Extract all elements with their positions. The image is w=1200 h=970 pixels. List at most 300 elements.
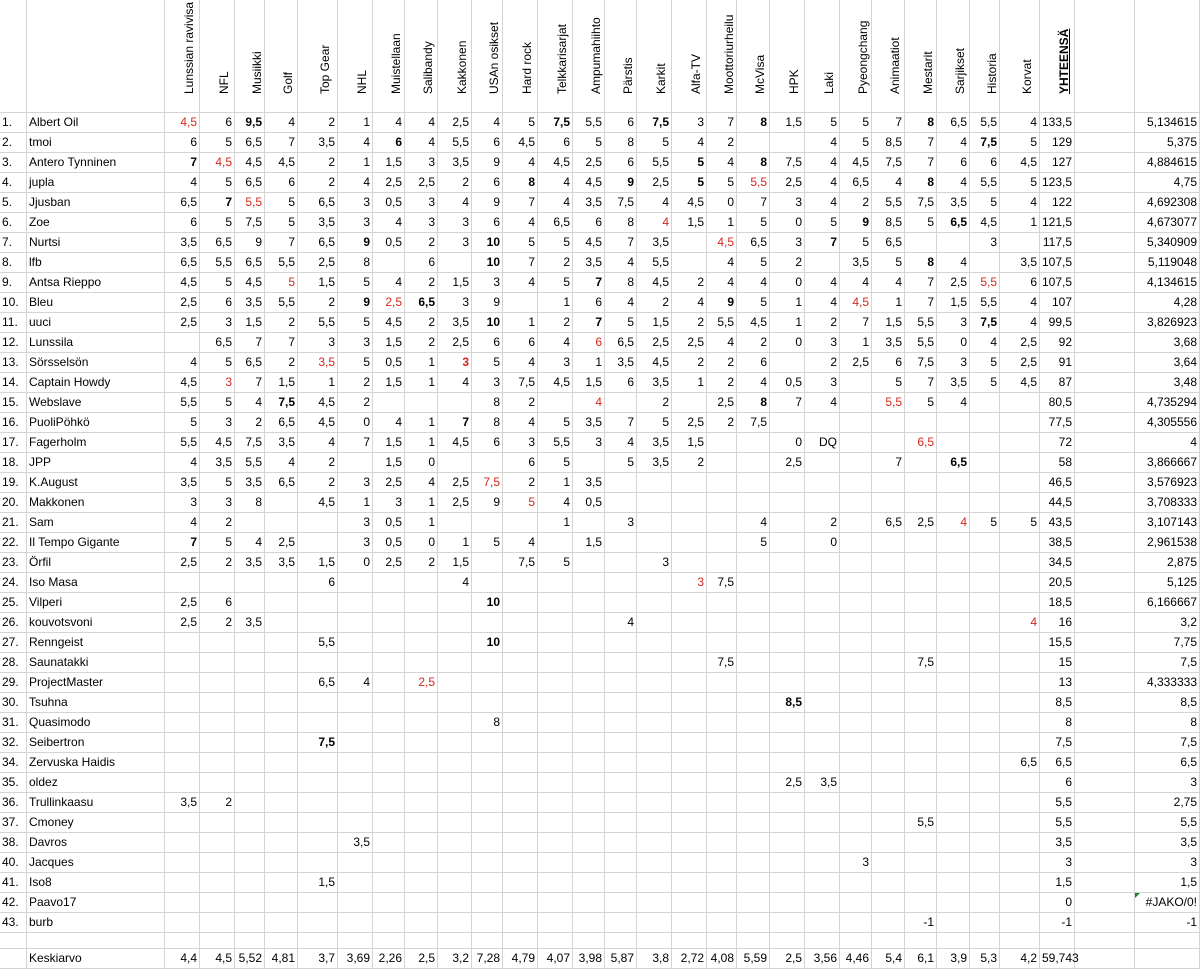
score-cell[interactable]: 1,5 bbox=[235, 313, 265, 333]
rank-cell[interactable]: 43. bbox=[0, 913, 27, 933]
score-cell[interactable] bbox=[472, 693, 503, 713]
score-cell[interactable]: 1 bbox=[405, 413, 438, 433]
score-cell[interactable]: 0,5 bbox=[573, 493, 605, 513]
score-cell[interactable] bbox=[605, 593, 637, 613]
column-header[interactable] bbox=[265, 0, 298, 113]
score-cell[interactable]: 4 bbox=[937, 133, 970, 153]
score-cell[interactable]: 2,5 bbox=[1000, 333, 1040, 353]
score-cell[interactable]: -1 bbox=[905, 913, 937, 933]
score-cell[interactable] bbox=[405, 633, 438, 653]
score-cell[interactable]: 4 bbox=[937, 253, 970, 273]
score-cell[interactable] bbox=[573, 553, 605, 573]
score-cell[interactable]: 1 bbox=[405, 373, 438, 393]
score-cell[interactable]: 4 bbox=[637, 213, 672, 233]
score-cell[interactable]: 2,5 bbox=[1000, 353, 1040, 373]
rank-cell[interactable]: 38. bbox=[0, 833, 27, 853]
score-cell[interactable]: 5,5 bbox=[265, 253, 298, 273]
score-cell[interactable] bbox=[503, 793, 538, 813]
score-cell[interactable] bbox=[573, 693, 605, 713]
score-cell[interactable]: 8 bbox=[235, 493, 265, 513]
blank-cell[interactable] bbox=[1075, 273, 1135, 293]
score-cell[interactable] bbox=[707, 593, 737, 613]
empty-cell[interactable] bbox=[872, 933, 905, 949]
score-cell[interactable] bbox=[605, 653, 637, 673]
score-cell[interactable]: 6,5 bbox=[235, 253, 265, 273]
score-cell[interactable] bbox=[338, 753, 373, 773]
score-cell[interactable] bbox=[805, 713, 840, 733]
blank-cell[interactable] bbox=[1135, 949, 1200, 969]
score-cell[interactable] bbox=[438, 833, 472, 853]
score-cell[interactable]: 8 bbox=[737, 393, 770, 413]
player-name-cell[interactable]: Davros bbox=[27, 833, 165, 853]
score-cell[interactable]: 1 bbox=[770, 293, 805, 313]
score-cell[interactable] bbox=[840, 453, 872, 473]
score-cell[interactable]: 5 bbox=[200, 533, 235, 553]
average-cell[interactable]: 5,134615 bbox=[1135, 113, 1200, 133]
blank-cell[interactable] bbox=[1075, 373, 1135, 393]
score-cell[interactable] bbox=[1000, 813, 1040, 833]
score-cell[interactable]: 4 bbox=[538, 173, 573, 193]
score-cell[interactable]: 2,5 bbox=[405, 673, 438, 693]
total-cell[interactable]: 127 bbox=[1040, 153, 1075, 173]
score-cell[interactable] bbox=[737, 733, 770, 753]
score-cell[interactable] bbox=[1000, 493, 1040, 513]
blank-cell[interactable] bbox=[1075, 173, 1135, 193]
score-cell[interactable] bbox=[338, 893, 373, 913]
score-cell[interactable] bbox=[1000, 413, 1040, 433]
score-cell[interactable]: 3 bbox=[200, 313, 235, 333]
score-cell[interactable] bbox=[805, 453, 840, 473]
score-cell[interactable]: 2 bbox=[538, 253, 573, 273]
score-cell[interactable] bbox=[637, 573, 672, 593]
average-cell[interactable]: 3,64 bbox=[1135, 353, 1200, 373]
score-cell[interactable]: 4 bbox=[805, 173, 840, 193]
score-cell[interactable] bbox=[235, 753, 265, 773]
score-cell[interactable]: 8 bbox=[737, 153, 770, 173]
total-cell[interactable]: 1,5 bbox=[1040, 873, 1075, 893]
score-cell[interactable] bbox=[438, 893, 472, 913]
score-cell[interactable]: 4 bbox=[503, 273, 538, 293]
score-cell[interactable] bbox=[265, 513, 298, 533]
score-cell[interactable]: 1 bbox=[538, 473, 573, 493]
player-name-cell[interactable]: tmoi bbox=[27, 133, 165, 153]
empty-cell[interactable] bbox=[737, 933, 770, 949]
score-cell[interactable]: 4,5 bbox=[298, 493, 338, 513]
score-cell[interactable] bbox=[373, 833, 405, 853]
score-cell[interactable]: 5,5 bbox=[637, 153, 672, 173]
score-cell[interactable] bbox=[970, 673, 1000, 693]
blank-cell[interactable] bbox=[1075, 633, 1135, 653]
blank-cell[interactable] bbox=[1075, 693, 1135, 713]
score-cell[interactable]: 7 bbox=[872, 453, 905, 473]
score-cell[interactable]: 7,5 bbox=[637, 113, 672, 133]
score-cell[interactable] bbox=[1000, 593, 1040, 613]
score-cell[interactable]: 6 bbox=[298, 573, 338, 593]
score-cell[interactable]: 6,5 bbox=[937, 213, 970, 233]
score-cell[interactable]: 6 bbox=[573, 293, 605, 313]
score-cell[interactable]: 5 bbox=[805, 213, 840, 233]
score-cell[interactable]: 3,5 bbox=[235, 553, 265, 573]
score-cell[interactable]: 5 bbox=[970, 353, 1000, 373]
score-cell[interactable]: 2 bbox=[298, 293, 338, 313]
column-header[interactable] bbox=[503, 0, 538, 113]
score-cell[interactable]: 4 bbox=[538, 193, 573, 213]
score-cell[interactable]: 6 bbox=[605, 373, 637, 393]
score-cell[interactable] bbox=[373, 733, 405, 753]
score-cell[interactable]: 0 bbox=[770, 273, 805, 293]
score-cell[interactable]: 5 bbox=[538, 413, 573, 433]
empty-cell[interactable] bbox=[573, 933, 605, 949]
score-cell[interactable] bbox=[298, 533, 338, 553]
score-cell[interactable]: 2 bbox=[405, 333, 438, 353]
score-cell[interactable]: 5 bbox=[637, 133, 672, 153]
score-cell[interactable]: 2,5 bbox=[165, 313, 200, 333]
score-cell[interactable]: 3 bbox=[472, 273, 503, 293]
score-cell[interactable]: 4 bbox=[265, 453, 298, 473]
score-cell[interactable] bbox=[905, 573, 937, 593]
score-cell[interactable] bbox=[872, 413, 905, 433]
score-cell[interactable]: 4 bbox=[805, 193, 840, 213]
score-cell[interactable]: 5,5 bbox=[200, 253, 235, 273]
score-cell[interactable]: 4 bbox=[637, 193, 672, 213]
score-cell[interactable] bbox=[265, 733, 298, 753]
total-cell[interactable]: 91 bbox=[1040, 353, 1075, 373]
column-header[interactable] bbox=[1000, 0, 1040, 113]
score-cell[interactable] bbox=[165, 333, 200, 353]
average-value-cell[interactable]: 6,1 bbox=[905, 949, 937, 969]
score-cell[interactable]: 4 bbox=[503, 413, 538, 433]
score-cell[interactable] bbox=[840, 733, 872, 753]
score-cell[interactable] bbox=[737, 713, 770, 733]
score-cell[interactable]: 6,5 bbox=[905, 433, 937, 453]
total-cell[interactable]: 13 bbox=[1040, 673, 1075, 693]
score-cell[interactable]: 2,5 bbox=[438, 473, 472, 493]
blank-cell[interactable] bbox=[1075, 913, 1135, 933]
score-cell[interactable]: 7 bbox=[707, 113, 737, 133]
score-cell[interactable]: 2 bbox=[805, 353, 840, 373]
score-cell[interactable] bbox=[770, 533, 805, 553]
score-cell[interactable]: 2,5 bbox=[298, 253, 338, 273]
score-cell[interactable] bbox=[707, 893, 737, 913]
score-cell[interactable] bbox=[637, 753, 672, 773]
score-cell[interactable]: 5 bbox=[970, 193, 1000, 213]
score-cell[interactable] bbox=[707, 613, 737, 633]
score-cell[interactable] bbox=[1000, 393, 1040, 413]
score-cell[interactable]: 6 bbox=[472, 333, 503, 353]
score-cell[interactable]: 5,5 bbox=[970, 273, 1000, 293]
score-cell[interactable] bbox=[840, 793, 872, 813]
score-cell[interactable] bbox=[805, 753, 840, 773]
score-cell[interactable] bbox=[737, 693, 770, 713]
rank-cell[interactable]: 3. bbox=[0, 153, 27, 173]
score-cell[interactable]: 5 bbox=[200, 393, 235, 413]
rank-cell[interactable]: 22. bbox=[0, 533, 27, 553]
score-cell[interactable]: 3,5 bbox=[200, 453, 235, 473]
score-cell[interactable]: 6 bbox=[373, 133, 405, 153]
empty-cell[interactable] bbox=[905, 933, 937, 949]
average-cell[interactable]: 4,884615 bbox=[1135, 153, 1200, 173]
score-cell[interactable] bbox=[770, 713, 805, 733]
score-cell[interactable] bbox=[503, 873, 538, 893]
score-cell[interactable] bbox=[605, 553, 637, 573]
score-cell[interactable] bbox=[737, 433, 770, 453]
score-cell[interactable] bbox=[503, 653, 538, 673]
score-cell[interactable] bbox=[872, 633, 905, 653]
score-cell[interactable] bbox=[905, 473, 937, 493]
player-name-cell[interactable]: Renngeist bbox=[27, 633, 165, 653]
score-cell[interactable] bbox=[605, 813, 637, 833]
score-cell[interactable]: 2,5 bbox=[165, 613, 200, 633]
blank-cell[interactable] bbox=[1075, 153, 1135, 173]
player-name-cell[interactable]: Paavo17 bbox=[27, 893, 165, 913]
score-cell[interactable] bbox=[405, 693, 438, 713]
score-cell[interactable]: 2 bbox=[672, 273, 707, 293]
score-cell[interactable]: 4 bbox=[373, 413, 405, 433]
total-cell[interactable]: -1 bbox=[1040, 913, 1075, 933]
score-cell[interactable] bbox=[937, 633, 970, 653]
player-name-cell[interactable]: Lunssila bbox=[27, 333, 165, 353]
player-name-cell[interactable]: Albert Oil bbox=[27, 113, 165, 133]
score-cell[interactable] bbox=[165, 813, 200, 833]
score-cell[interactable]: 4 bbox=[373, 213, 405, 233]
score-cell[interactable] bbox=[373, 673, 405, 693]
player-name-cell[interactable]: Quasimodo bbox=[27, 713, 165, 733]
blank-cell[interactable] bbox=[1075, 813, 1135, 833]
score-cell[interactable] bbox=[970, 853, 1000, 873]
score-cell[interactable]: 2,5 bbox=[770, 453, 805, 473]
score-cell[interactable]: 2,5 bbox=[165, 553, 200, 573]
score-cell[interactable] bbox=[872, 753, 905, 773]
score-cell[interactable] bbox=[573, 593, 605, 613]
score-cell[interactable] bbox=[937, 733, 970, 753]
score-cell[interactable]: 7,5 bbox=[905, 353, 937, 373]
score-cell[interactable]: 3 bbox=[338, 473, 373, 493]
score-cell[interactable] bbox=[672, 853, 707, 873]
average-cell[interactable]: 3,708333 bbox=[1135, 493, 1200, 513]
score-cell[interactable] bbox=[770, 473, 805, 493]
score-cell[interactable]: 5 bbox=[605, 313, 637, 333]
score-cell[interactable]: 2,5 bbox=[438, 113, 472, 133]
score-cell[interactable]: 6 bbox=[538, 133, 573, 153]
score-cell[interactable] bbox=[805, 413, 840, 433]
rank-cell[interactable]: 2. bbox=[0, 133, 27, 153]
score-cell[interactable]: 6 bbox=[472, 173, 503, 193]
score-cell[interactable]: 3 bbox=[637, 553, 672, 573]
score-cell[interactable] bbox=[737, 913, 770, 933]
score-cell[interactable] bbox=[905, 853, 937, 873]
average-value-cell[interactable]: 5,52 bbox=[235, 949, 265, 969]
score-cell[interactable] bbox=[573, 833, 605, 853]
score-cell[interactable] bbox=[737, 453, 770, 473]
score-cell[interactable] bbox=[538, 673, 573, 693]
rank-cell[interactable]: 21. bbox=[0, 513, 27, 533]
score-cell[interactable] bbox=[937, 713, 970, 733]
score-cell[interactable] bbox=[200, 753, 235, 773]
score-cell[interactable]: 6 bbox=[200, 593, 235, 613]
score-cell[interactable] bbox=[637, 653, 672, 673]
score-cell[interactable]: 3,5 bbox=[573, 193, 605, 213]
score-cell[interactable]: 4 bbox=[707, 153, 737, 173]
score-cell[interactable] bbox=[770, 633, 805, 653]
score-cell[interactable]: 7,5 bbox=[905, 193, 937, 213]
score-cell[interactable] bbox=[538, 733, 573, 753]
score-cell[interactable]: 6,5 bbox=[235, 133, 265, 153]
score-cell[interactable] bbox=[737, 493, 770, 513]
score-cell[interactable] bbox=[737, 753, 770, 773]
score-cell[interactable] bbox=[1000, 233, 1040, 253]
score-cell[interactable] bbox=[265, 873, 298, 893]
score-cell[interactable]: 5 bbox=[200, 173, 235, 193]
score-cell[interactable]: 1,5 bbox=[373, 453, 405, 473]
empty-cell[interactable] bbox=[970, 933, 1000, 949]
score-cell[interactable] bbox=[338, 873, 373, 893]
score-cell[interactable]: 4,5 bbox=[165, 373, 200, 393]
score-cell[interactable]: 4,5 bbox=[573, 173, 605, 193]
score-cell[interactable]: 5 bbox=[672, 153, 707, 173]
player-name-cell[interactable]: Il Tempo Gigante bbox=[27, 533, 165, 553]
score-cell[interactable] bbox=[200, 673, 235, 693]
score-cell[interactable]: 7,5 bbox=[970, 313, 1000, 333]
blank-cell[interactable] bbox=[1075, 133, 1135, 153]
score-cell[interactable]: 8,5 bbox=[770, 693, 805, 713]
score-cell[interactable]: 3 bbox=[503, 433, 538, 453]
score-cell[interactable] bbox=[770, 753, 805, 773]
average-cell[interactable]: 6,166667 bbox=[1135, 593, 1200, 613]
score-cell[interactable]: 6 bbox=[165, 133, 200, 153]
total-cell[interactable]: 6 bbox=[1040, 773, 1075, 793]
score-cell[interactable]: 2 bbox=[707, 413, 737, 433]
score-cell[interactable]: 10 bbox=[472, 253, 503, 273]
average-cell[interactable]: 5,119048 bbox=[1135, 253, 1200, 273]
score-cell[interactable] bbox=[805, 633, 840, 653]
score-cell[interactable]: 1,5 bbox=[770, 113, 805, 133]
score-cell[interactable] bbox=[937, 753, 970, 773]
score-cell[interactable] bbox=[970, 613, 1000, 633]
score-cell[interactable]: 4 bbox=[165, 173, 200, 193]
score-cell[interactable]: 6,5 bbox=[405, 293, 438, 313]
score-cell[interactable] bbox=[840, 553, 872, 573]
score-cell[interactable]: 2,5 bbox=[438, 333, 472, 353]
score-cell[interactable]: 5,5 bbox=[538, 433, 573, 453]
score-cell[interactable]: 4,5 bbox=[538, 373, 573, 393]
score-cell[interactable] bbox=[840, 753, 872, 773]
score-cell[interactable]: 6 bbox=[573, 333, 605, 353]
score-cell[interactable]: 3 bbox=[338, 213, 373, 233]
empty-cell[interactable] bbox=[235, 933, 265, 949]
score-cell[interactable]: 7 bbox=[905, 273, 937, 293]
total-cell[interactable]: 121,5 bbox=[1040, 213, 1075, 233]
score-cell[interactable] bbox=[373, 573, 405, 593]
player-name-cell[interactable]: Sam bbox=[27, 513, 165, 533]
empty-cell[interactable] bbox=[840, 933, 872, 949]
blank-cell[interactable] bbox=[1075, 393, 1135, 413]
rank-cell[interactable]: 37. bbox=[0, 813, 27, 833]
score-cell[interactable]: 2,5 bbox=[707, 393, 737, 413]
score-cell[interactable]: 4,5 bbox=[970, 213, 1000, 233]
score-cell[interactable]: 5 bbox=[840, 233, 872, 253]
score-cell[interactable] bbox=[573, 793, 605, 813]
score-cell[interactable] bbox=[200, 813, 235, 833]
score-cell[interactable] bbox=[472, 453, 503, 473]
score-cell[interactable]: 5 bbox=[338, 273, 373, 293]
score-cell[interactable]: 9 bbox=[472, 493, 503, 513]
score-cell[interactable]: 4 bbox=[472, 113, 503, 133]
rank-cell[interactable]: 14. bbox=[0, 373, 27, 393]
column-header[interactable] bbox=[805, 0, 840, 113]
score-cell[interactable]: 4 bbox=[872, 273, 905, 293]
score-cell[interactable] bbox=[338, 773, 373, 793]
column-header[interactable] bbox=[937, 0, 970, 113]
score-cell[interactable] bbox=[707, 633, 737, 653]
score-cell[interactable] bbox=[770, 553, 805, 573]
average-cell[interactable]: 8 bbox=[1135, 713, 1200, 733]
score-cell[interactable] bbox=[200, 653, 235, 673]
score-cell[interactable] bbox=[373, 793, 405, 813]
average-value-cell[interactable]: 2,26 bbox=[373, 949, 405, 969]
total-cell[interactable]: 133,5 bbox=[1040, 113, 1075, 133]
score-cell[interactable] bbox=[605, 773, 637, 793]
score-cell[interactable] bbox=[605, 753, 637, 773]
score-cell[interactable]: 2,5 bbox=[573, 153, 605, 173]
score-cell[interactable] bbox=[737, 653, 770, 673]
score-cell[interactable] bbox=[937, 553, 970, 573]
player-name-cell[interactable]: lfb bbox=[27, 253, 165, 273]
score-cell[interactable] bbox=[200, 633, 235, 653]
score-cell[interactable] bbox=[872, 793, 905, 813]
score-cell[interactable] bbox=[905, 693, 937, 713]
score-cell[interactable] bbox=[405, 753, 438, 773]
score-cell[interactable] bbox=[538, 853, 573, 873]
blank-cell[interactable] bbox=[1075, 673, 1135, 693]
score-cell[interactable] bbox=[737, 553, 770, 573]
score-cell[interactable] bbox=[872, 773, 905, 793]
empty-cell[interactable] bbox=[770, 933, 805, 949]
score-cell[interactable]: 1,5 bbox=[637, 313, 672, 333]
score-cell[interactable] bbox=[472, 793, 503, 813]
score-cell[interactable]: 7 bbox=[737, 193, 770, 213]
rank-cell[interactable]: 24. bbox=[0, 573, 27, 593]
score-cell[interactable] bbox=[605, 473, 637, 493]
score-cell[interactable]: 2 bbox=[805, 313, 840, 333]
score-cell[interactable]: 5 bbox=[503, 113, 538, 133]
score-cell[interactable] bbox=[872, 533, 905, 553]
score-cell[interactable]: 1,5 bbox=[438, 553, 472, 573]
score-cell[interactable] bbox=[538, 793, 573, 813]
score-cell[interactable] bbox=[970, 413, 1000, 433]
score-cell[interactable]: 5 bbox=[737, 253, 770, 273]
score-cell[interactable] bbox=[970, 793, 1000, 813]
column-header[interactable] bbox=[770, 0, 805, 113]
player-name-cell[interactable]: uuci bbox=[27, 313, 165, 333]
score-cell[interactable] bbox=[235, 633, 265, 653]
score-cell[interactable]: 7,5 bbox=[538, 113, 573, 133]
score-cell[interactable]: 5,5 bbox=[970, 293, 1000, 313]
score-cell[interactable] bbox=[265, 613, 298, 633]
score-cell[interactable] bbox=[503, 913, 538, 933]
score-cell[interactable] bbox=[1000, 873, 1040, 893]
score-cell[interactable]: 5,5 bbox=[637, 253, 672, 273]
score-cell[interactable] bbox=[637, 613, 672, 633]
score-cell[interactable] bbox=[298, 713, 338, 733]
total-cell[interactable]: 99,5 bbox=[1040, 313, 1075, 333]
score-cell[interactable] bbox=[405, 913, 438, 933]
score-cell[interactable] bbox=[672, 653, 707, 673]
empty-cell[interactable] bbox=[672, 933, 707, 949]
total-cell[interactable]: 107,5 bbox=[1040, 253, 1075, 273]
score-cell[interactable]: 5 bbox=[805, 113, 840, 133]
score-cell[interactable] bbox=[905, 773, 937, 793]
score-cell[interactable] bbox=[707, 833, 737, 853]
